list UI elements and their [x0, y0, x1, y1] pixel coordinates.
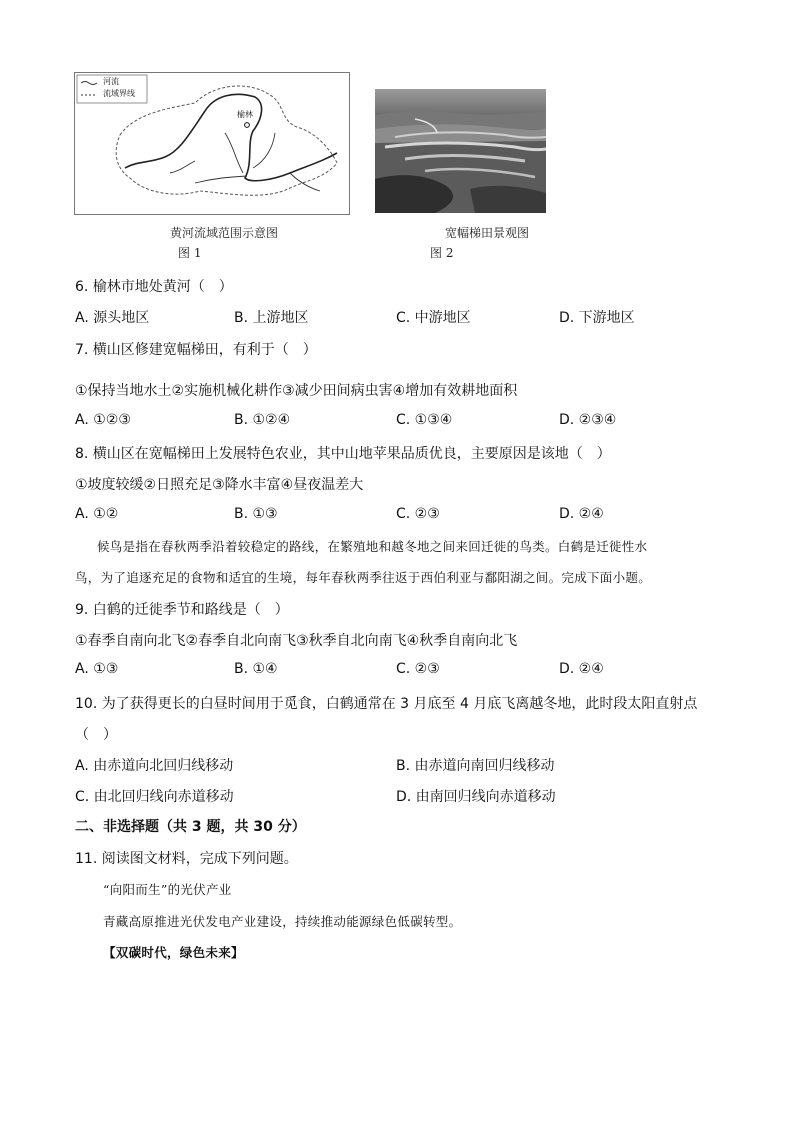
question-10-option-a[interactable]: A. 由赤道向北回归线移动 — [75, 758, 234, 774]
question-10-option-b[interactable]: B. 由赤道向南回归线移动 — [396, 758, 555, 774]
question-9-option-b[interactable]: B. ①④ — [234, 661, 278, 677]
figure-1-number: 图 1 — [178, 246, 202, 260]
question-6-option-c[interactable]: C. 中游地区 — [396, 310, 471, 326]
question-8-option-d[interactable]: D. ②④ — [559, 506, 604, 522]
question-7-stem: 7. 横山区修建宽幅梯田，有利于（ ） — [75, 342, 317, 358]
question-8-option-c[interactable]: C. ②③ — [396, 506, 440, 522]
question-10-stem: 10. 为了获得更长的白昼时间用于觅食，白鹤通常在 3 月底至 4 月底飞离越冬地，此时段太阳直射点 — [75, 696, 698, 712]
question-6-option-b[interactable]: B. 上游地区 — [234, 310, 309, 326]
question-9-stem: 9. 白鹤的迁徙季节和路线是（ ） — [75, 602, 289, 618]
question-10-option-c[interactable]: C. 由北回归线向赤道移动 — [75, 789, 234, 805]
question-7-option-d[interactable]: D. ②③④ — [559, 412, 617, 428]
question-9-statements: ①春季自南向北飞②春季自北向南飞③秋季自北向南飞④秋季自南向北飞 — [75, 633, 518, 649]
question-11-stem: 11. 阅读图文材料，完成下列问题。 — [75, 851, 298, 867]
question-9-option-a[interactable]: A. ①③ — [75, 661, 119, 677]
question-7-option-a[interactable]: A. ①②③ — [75, 412, 131, 428]
legend-boundary-label: 流域界线 — [103, 89, 135, 98]
figure-2-number: 图 2 — [430, 246, 454, 260]
material-text: 青藏高原推进光伏发电产业建设，持续推动能源绿色低碳转型。 — [103, 914, 462, 929]
question-8-option-a[interactable]: A. ①② — [75, 506, 119, 522]
question-7-option-b[interactable]: B. ①②④ — [234, 412, 291, 428]
question-8-option-b[interactable]: B. ①③ — [234, 506, 278, 522]
question-6-option-a[interactable]: A. 源头地区 — [75, 310, 150, 326]
material-title: “向阳而生”的光伏产业 — [103, 882, 232, 897]
question-8-stem: 8. 横山区在宽幅梯田上发展特色农业，其中山地苹果品质优良，主要原因是该地（ ） — [75, 446, 611, 462]
figure-1-caption: 黄河流域范围示意图 — [170, 226, 279, 240]
crane-material-line-1: 候鸟是指在春秋两季沿着较稳定的路线，在繁殖地和越冬地之间来回迁徙的鸟类。白鹤是迁徙性水 — [97, 539, 648, 554]
legend-river-label: 河流 — [103, 77, 119, 86]
question-10-stem-bracket: （ ） — [75, 727, 117, 743]
figure-1-map — [74, 72, 350, 215]
figure-2-caption: 宽幅梯田景观图 — [445, 226, 530, 240]
material-subheading: 【双碳时代，绿色未来】 — [103, 945, 244, 960]
crane-material-line-2: 鸟，为了追逐充足的食物和适宜的生境，每年春秋两季往返于西伯利亚与鄱阳湖之间。完成下面小题。 — [75, 570, 652, 585]
question-9-option-c[interactable]: C. ②③ — [396, 661, 440, 677]
question-10-option-d[interactable]: D. 由南回归线向赤道移动 — [396, 789, 556, 805]
section-2-heading: 二、非选择题（共 3 题，共 30 分） — [75, 819, 306, 835]
yulin-label: 榆林 — [237, 110, 253, 119]
question-7-option-c[interactable]: C. ①③④ — [396, 412, 453, 428]
yulin-marker — [245, 123, 250, 128]
terrace-photo — [375, 89, 546, 213]
question-6-stem: 6. 榆林市地处黄河（ ） — [75, 279, 233, 295]
question-6-option-d[interactable]: D. 下游地区 — [559, 310, 635, 326]
question-7-statements: ①保持当地水土②实施机械化耕作③减少田间病虫害④增加有效耕地面积 — [75, 383, 518, 399]
question-8-statements: ①坡度较缓②日照充足③降水丰富④昼夜温差大 — [75, 477, 364, 493]
figure-2-photo — [375, 89, 546, 213]
question-9-option-d[interactable]: D. ②④ — [559, 661, 604, 677]
